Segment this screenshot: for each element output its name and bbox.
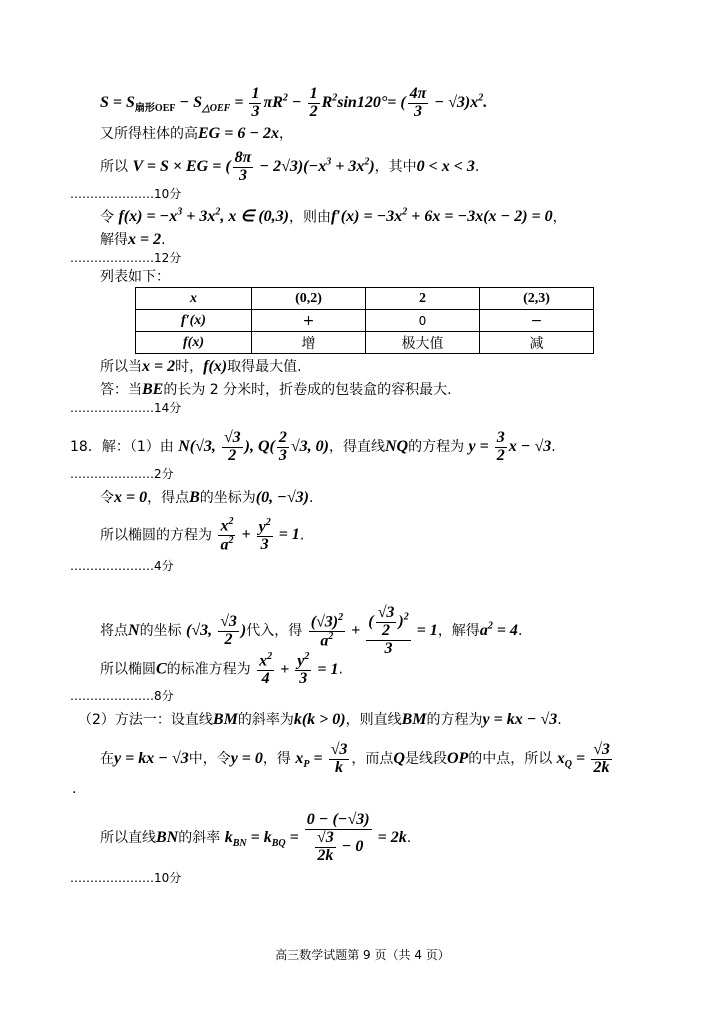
table-row (136, 288, 594, 310)
table-cell: + (252, 310, 366, 332)
height-line: 又所得柱体的高EG = 6 − 2x， (100, 125, 294, 142)
max-line: 所以当x = 2时，f(x)取得最大值. (100, 358, 302, 375)
answer-line: 答：当BE的长为 2 分米时，折卷成的包装盒的容积最大. (100, 381, 452, 398)
method-one-line: （2）方法一：设直线BM的斜率为k(k > 0)，则直线BM的方程为y = kx − √3. (78, 711, 562, 728)
midpoint-line: 在y = kx − √3中，令y = 0，得 $x_P$ = $\frac{√3}{k}$ ，而点Q是线段OP的中点，所以 $x_Q$ = $\frac{√3}{2k}$ (100, 741, 610, 776)
slope-bn-line: 所以直线BN的斜率 $k_{BN} = k_{BQ}$ = 0 − (−√3) $\frac{√3}{2k}$ − 0 = 2k. (100, 811, 412, 864)
area-formula: $S = S_{扇形OEF} - S_{\triangle OEF}$ = $\frac{1}{3}$ $\pi R^2$ − $\frac{1}{2}$ $R^2\sin 120^\circ=$ ( $\frac{4\pi}{3}$ − $√3)x^2$. (100, 85, 488, 120)
score-14: …………………14分 (70, 401, 182, 415)
score-2: …………………2分 (70, 467, 174, 481)
table-cell: 0 (366, 310, 480, 332)
volume-line: 所以 V = S × EG = ( $\frac{8\pi}{3}$ − $2√3)(-x^3 + 3x^2)$，其中0 < x < 3. (100, 149, 480, 184)
table-cell: 增 (252, 332, 366, 354)
table-cell: f(x) (136, 332, 252, 354)
substitute-line: 将点N的坐标 (√3, $\frac{√3}{2}$ )代入，得 $\frac{(√3)^2}{a^2}$ + ( $\frac{√3}{2}$ )$^2$ 3 = 1，解得$a^2 = 4$. (100, 604, 523, 657)
table-cell: (2,3) (480, 288, 594, 310)
page-footer: 高三数学试题第 9 页（共 4 页） (275, 948, 450, 962)
table-cell: 减 (480, 332, 594, 354)
period-line: . (72, 781, 77, 797)
ellipse-eq-line: 所以椭圆的方程为 $\frac{x^2}{a^2}$ + $\frac{y^2}{3}$ = 1. (100, 516, 305, 554)
point-b-line: 令x = 0，得点B的坐标为(0, −√3). (100, 489, 314, 506)
table-cell: f′(x) (136, 310, 252, 332)
sign-table (135, 287, 594, 354)
standard-eq-line: 所以椭圆C的标准方程为 $\frac{x^2}{4}$ + $\frac{y^2}{3}$ = 1. (100, 651, 343, 688)
derivative-line: 令 $f(x) = -x^3 + 3x^2$, x ∈ (0,3)，则由$f'(x) = -3x^2 + 6x = -3x(x - 2) = 0$， (100, 207, 567, 226)
solve-line: 解得x = 2. (100, 231, 166, 248)
table-cell: − (480, 310, 594, 332)
score-10b: …………………10分 (70, 871, 182, 885)
score-8: …………………8分 (70, 689, 174, 703)
q18-line: 18．解：（1）由 N(√3, $\frac{√3}{2}$ ), Q( $\frac{2}{3}$ √3, 0)，得直线NQ的方程为 y = $\frac{3}{2}$ x − √3. (70, 429, 556, 464)
table-row (136, 332, 594, 354)
table-cell: 2 (366, 288, 480, 310)
score-10a: …………………10分 (70, 187, 182, 201)
table-cell: 极大值 (366, 332, 480, 354)
table-row (136, 310, 594, 332)
table-intro: 列表如下： (100, 269, 170, 285)
table-cell: (0,2) (252, 288, 366, 310)
score-4: …………………4分 (70, 559, 174, 573)
score-12: …………………12分 (70, 251, 182, 265)
table-cell: x (136, 288, 252, 310)
